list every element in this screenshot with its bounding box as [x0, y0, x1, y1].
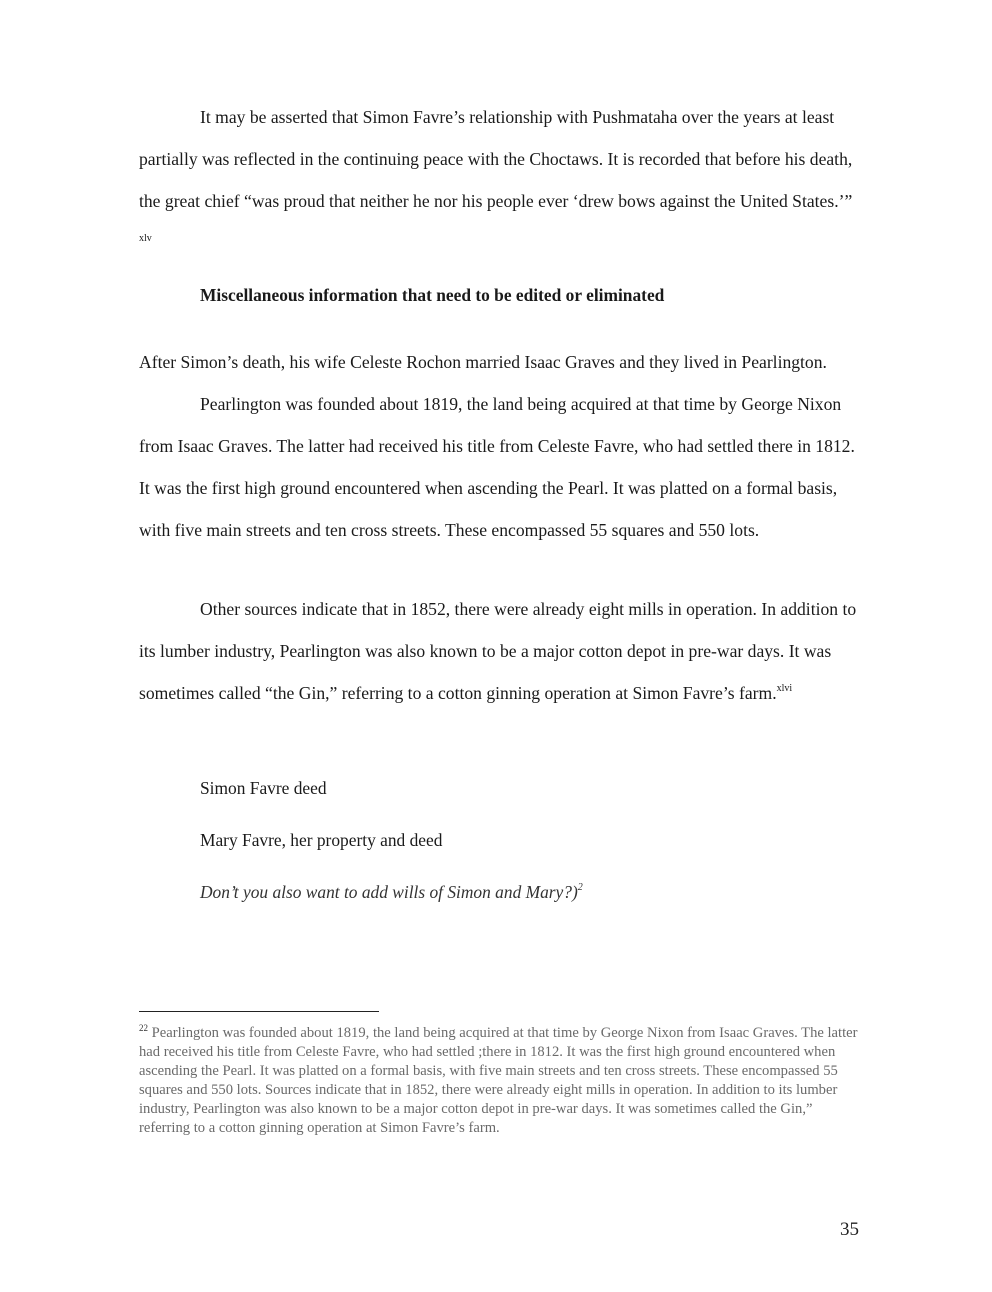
page-number: 35 [840, 1219, 859, 1240]
footnote-text: Pearlington was founded about 1819, the land being acquired at that time by George Nixon from Isaac Graves. The latter had received his title from Celeste Favre, who had settled ;there in 1812. It was the first high ground encountered when ascending the Pearl. It was platted on a formal basis, with five main streets and ten cross streets. These encompassed 55 squares and 550 lots. Sources indicate that in 1852, there were already eight mills in operation. In addition to its lumber industry, Pearlington was also known to be a major cotton depot in pre-war days. It was sometimes called the Gin,” referring to a cotton ginning operation at Simon Favre’s farm. [139, 1025, 858, 1136]
paragraph-text: Other sources indicate that in 1852, there were already eight mills in operation. In addition to its lumber industry, Pearlington was also known to be a major cotton depot in pre-war days. It was sometimes called “the Gin,” referring to a cotton ginning operation at Simon Favre’s farm. [139, 599, 857, 703]
endnote-marker: xlv [139, 233, 152, 244]
body-paragraph-pushmataha [139, 96, 861, 264]
comment-text: Don’t you also want to add wills of Simon and Mary?) [200, 882, 578, 902]
footnote [139, 1024, 861, 1138]
body-paragraph-pearlington [139, 341, 861, 551]
body-paragraph-mills [139, 588, 861, 714]
footnote-separator [139, 1011, 379, 1012]
comment-marker: 2 [577, 882, 583, 893]
paragraph-first-line: After Simon’s death, his wife Celeste Rochon married Isaac Graves and they lived in Pearlington. [139, 352, 827, 372]
editor-comment [200, 880, 583, 904]
paragraph-text: Pearlington was founded about 1819, the land being acquired at that time by George Nixon from Isaac Graves. The latter had received his title from Celeste Favre, who had settled there in 1812. It was the first high ground encountered when ascending the Pearl. It was platted on a formal basis, with five main streets and ten cross streets. These encompassed 55 squares and 550 lots. [139, 394, 855, 540]
paragraph-text: It may be asserted that Simon Favre’s relationship with Pushmataha over the years at least partially was reflected in the continuing peace with the Choctaws. It is recorded that before his death, the great chief “was proud that neither he nor his people ever ‘drew bows against the United States.’” [139, 107, 853, 211]
footnote-marker: 22 [139, 1023, 148, 1033]
list-item-mary-deed: Mary Favre, her property and deed [200, 830, 443, 850]
list-item-simon-deed: Simon Favre deed [200, 778, 327, 798]
endnote-marker: xlvi [776, 683, 793, 694]
section-heading: Miscellaneous information that need to be edited or eliminated [200, 285, 665, 305]
